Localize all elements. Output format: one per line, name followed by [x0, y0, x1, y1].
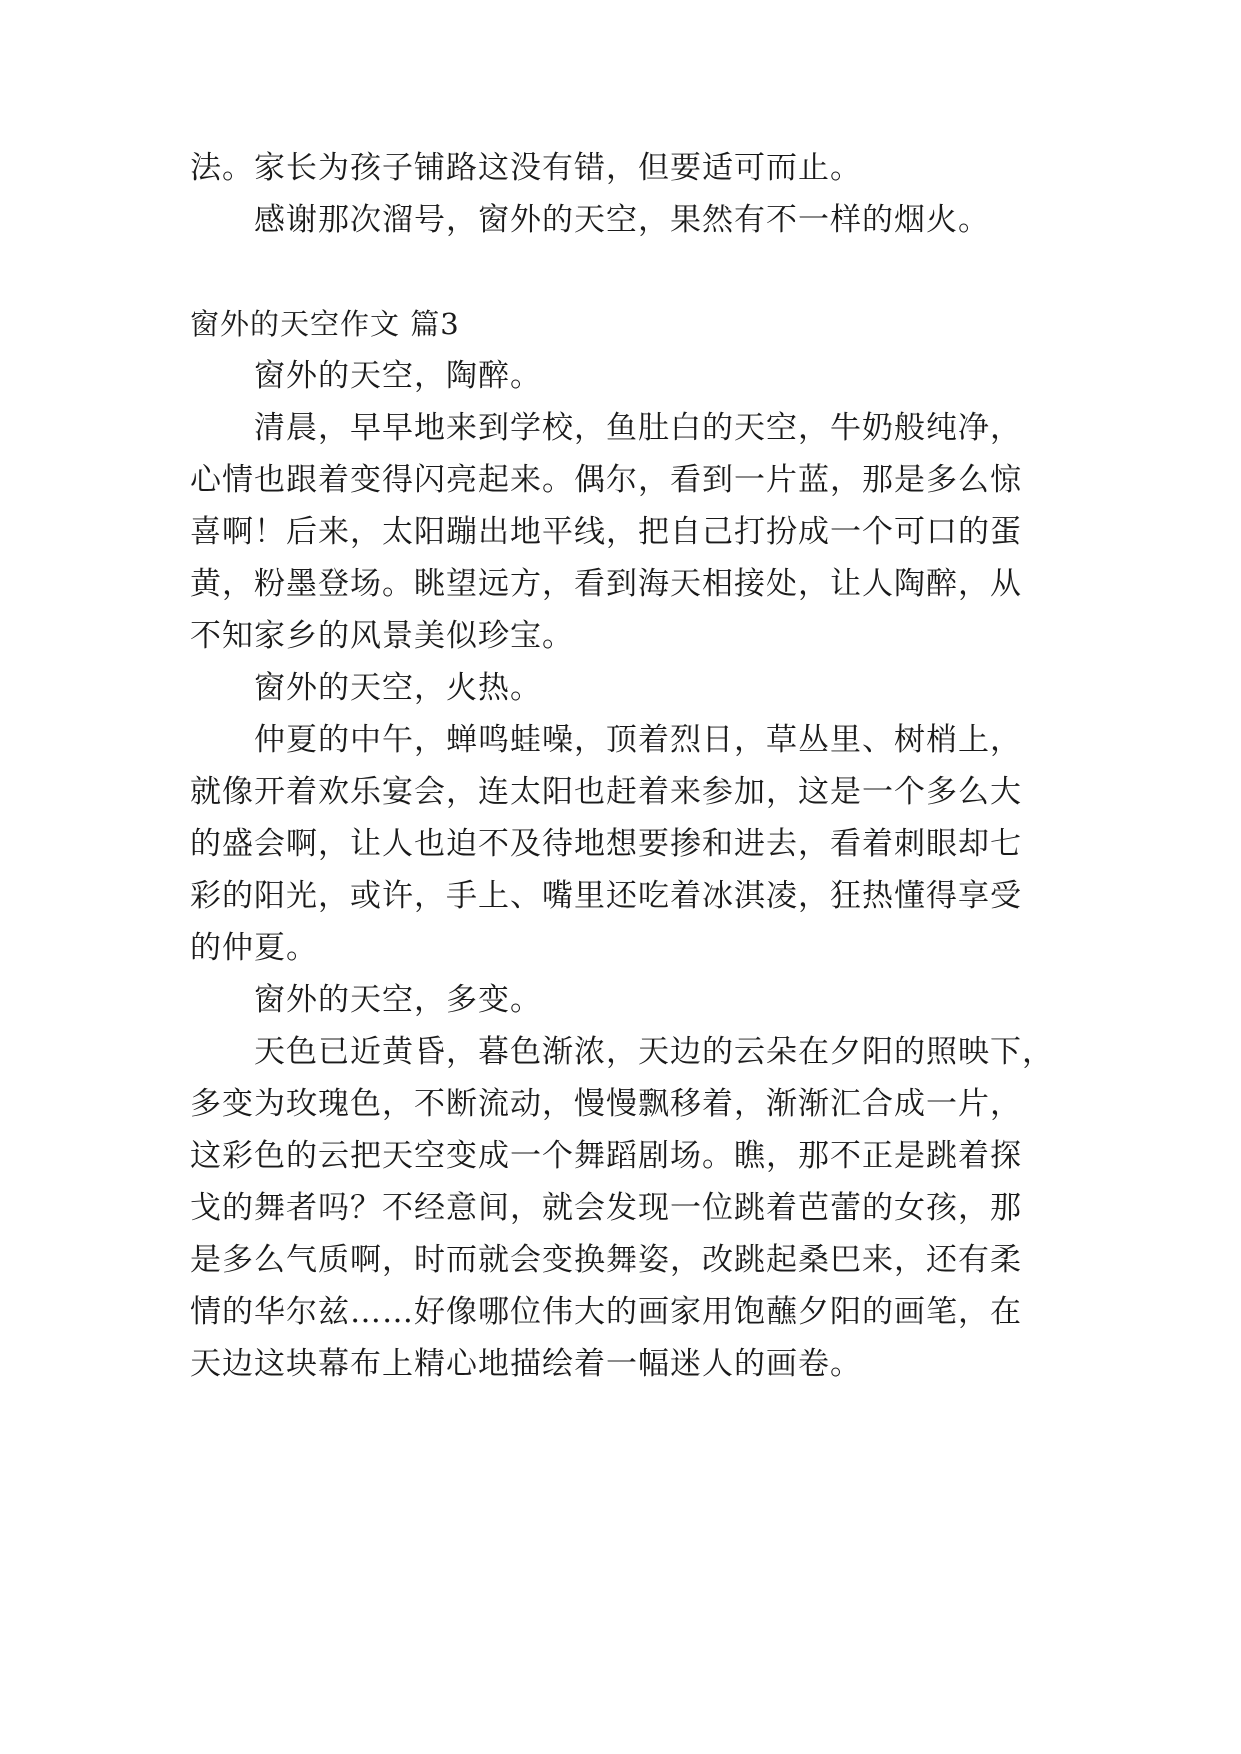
paragraph-line: 不知家乡的风景美似珍宝。	[190, 618, 574, 654]
paragraph-line: 感谢那次溜号，窗外的天空，果然有不一样的烟火。	[254, 202, 990, 238]
section-heading: 窗外的天空作文 篇3	[190, 307, 460, 341]
paragraph-line: 黄，粉墨登场。眺望远方，看到海天相接处，让人陶醉，从	[190, 566, 1022, 602]
paragraph-line: 天边这块幕布上精心地描绘着一幅迷人的画卷。	[190, 1346, 862, 1382]
paragraph-line: 窗外的天空，陶醉。	[254, 358, 542, 394]
paragraph-line: 的仲夏。	[190, 930, 318, 966]
paragraph-line: 清晨，早早地来到学校，鱼肚白的天空，牛奶般纯净，	[254, 410, 1022, 446]
paragraph-line: 这彩色的云把天空变成一个舞蹈剧场。瞧，那不正是跳着探	[190, 1138, 1022, 1174]
paragraph-line: 就像开着欢乐宴会，连太阳也赶着来参加，这是一个多么大	[190, 774, 1022, 810]
paragraph-line: 仲夏的中午，蝉鸣蛙噪，顶着烈日，草丛里、树梢上，	[254, 722, 1022, 758]
paragraph-line: 窗外的天空，火热。	[254, 670, 542, 706]
paragraph-line: 多变为玫瑰色，不断流动，慢慢飘移着，渐渐汇合成一片，	[190, 1086, 1022, 1122]
paragraph-line: 喜啊！后来，太阳蹦出地平线，把自己打扮成一个可口的蛋	[190, 514, 1022, 550]
paragraph-line: 戈的舞者吗？不经意间，就会发现一位跳着芭蕾的女孩，那	[190, 1190, 1022, 1226]
paragraph-line: 彩的阳光，或许，手上、嘴里还吃着冰淇凌，狂热懂得享受	[190, 878, 1022, 914]
paragraph-line: 天色已近黄昏，暮色渐浓，天边的云朵在夕阳的照映下，	[254, 1034, 1054, 1070]
paragraph-line: 法。家长为孩子铺路这没有错，但要适可而止。	[190, 150, 862, 186]
paragraph-line: 是多么气质啊，时而就会变换舞姿，改跳起桑巴来，还有柔	[190, 1242, 1022, 1278]
paragraph-line: 心情也跟着变得闪亮起来。偶尔，看到一片蓝，那是多么惊	[190, 462, 1022, 498]
paragraph-line: 情的华尔兹……好像哪位伟大的画家用饱蘸夕阳的画笔，在	[190, 1294, 1022, 1330]
paragraph-line: 的盛会啊，让人也迫不及待地想要掺和进去，看着刺眼却七	[190, 826, 1022, 862]
paragraph-line: 窗外的天空，多变。	[254, 982, 542, 1018]
